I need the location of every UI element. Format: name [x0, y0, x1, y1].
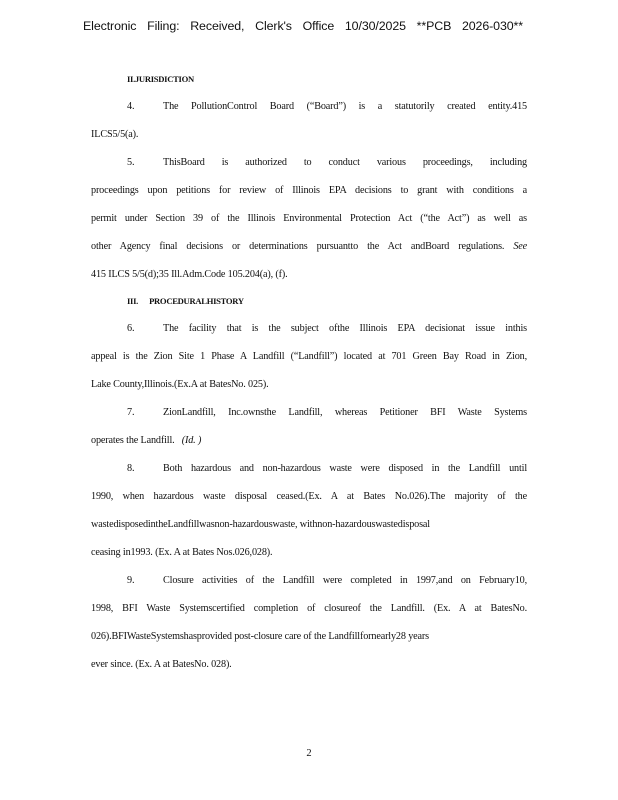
header-word: Received, [190, 19, 245, 33]
paragraph-5-line: proceedings upon petitions for review of Illinois EPA decisions to grant with conditions a [91, 185, 527, 196]
header-word: Electronic [83, 19, 137, 33]
paragraph-6-line: 6. The facility that is the subject ofthe Illinois EPA decisionat issue inthis [127, 323, 527, 334]
header-word: Office [302, 19, 335, 33]
paragraph-9-line: 026).BFIWasteSystemshasprovided post-closure care of the Landfillfornearly28 years [91, 631, 429, 642]
id-citation: (Id. ) [181, 435, 202, 446]
paragraph-4-line: ILCS5/5(a). [91, 129, 139, 140]
section-heading-history: III. PROCEDURALHISTORY [127, 296, 244, 306]
paragraph-number: 6. [127, 323, 135, 334]
section-heading-jurisdiction: II.JURISDICTION [127, 74, 194, 84]
paragraph-number: 8. [127, 463, 135, 474]
paragraph-7-line: 7. ZionLandfill, Inc.ownsthe Landfill, whereas Petitioner BFI Waste Systems [127, 407, 527, 418]
header-word: Filing: [147, 19, 180, 33]
paragraph-9-line: 1998, BFI Waste Systemscertified completion of closureof the Landfill. (Ex. A at BatesNo. [91, 603, 527, 614]
paragraph-number: 9. [127, 575, 135, 586]
paragraph-number: 4. [127, 101, 135, 112]
paragraph-number: 7. [127, 407, 135, 418]
paragraph-9-line: 9. Closure activities of the Landfill were completed in 1997,and on February10, [127, 575, 527, 586]
paragraph-4-line: 4. The PollutionControl Board (“Board”) is a statutorily created entity.415 [127, 101, 527, 112]
filing-stamp-header [83, 19, 523, 33]
paragraph-8-line: wastedisposedintheLandfillwasnon-hazardouswaste, withnon-hazardouswastedisposal [91, 519, 430, 530]
paragraph-5-line: 5. ThisBoard is authorized to conduct various proceedings, including [127, 157, 527, 168]
paragraph-8-line: 1990, when hazardous waste disposal ceased.(Ex. A at Bates No.026).The majority of the [91, 491, 527, 502]
header-date: 10/30/2025 [344, 19, 406, 33]
paragraph-8-line: 8. Both hazardous and non-hazardous waste were disposed in the Landfill until [127, 463, 527, 474]
paragraph-5-line: 415 ILCS 5/5(d);35 Ill.Adm.Code 105.204(a), (f). [91, 269, 288, 280]
paragraph-7-line: operates the Landfill. (Id. ) [91, 435, 202, 446]
paragraph-6-line: Lake County,Illinois.(Ex.A at BatesNo. 025). [91, 379, 269, 390]
paragraph-9-line: ever since. (Ex. A at BatesNo. 028). [91, 659, 232, 670]
page-number: 2 [306, 748, 312, 759]
header-case-number: 2026-030** [461, 19, 523, 33]
see-signal: See [513, 241, 527, 252]
paragraph-5-line: other Agency final decisions or determinations pursuantto the Act andBoard regulations. See [91, 241, 527, 252]
paragraph-6-line: appeal is the Zion Site 1 Phase A Landfill (“Landfill”) located at 701 Green Bay Road in Zion, [91, 351, 527, 362]
paragraph-8-line: ceasing in1993. (Ex. A at Bates Nos.026,028). [91, 547, 273, 558]
header-word: Clerk's [255, 19, 292, 33]
paragraph-number: 5. [127, 157, 135, 168]
header-case-prefix: **PCB [416, 19, 452, 33]
paragraph-5-line: permit under Section 39 of the Illinois Environmental Protection Act (“the Act”) as well as [91, 213, 527, 224]
